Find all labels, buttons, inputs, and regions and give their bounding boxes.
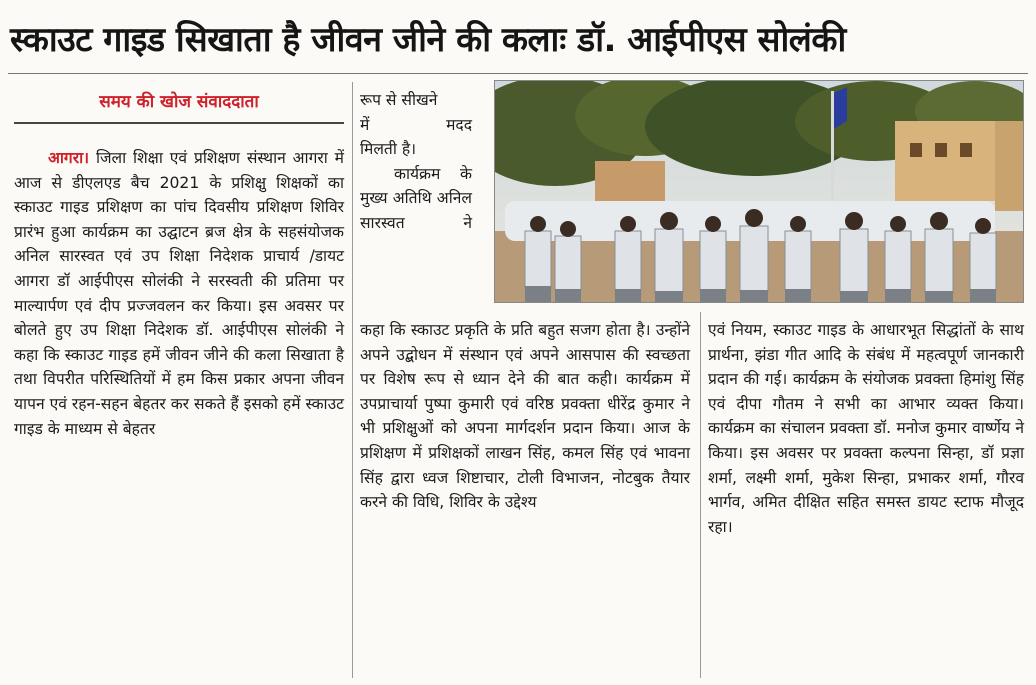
column-1-text: जिला शिक्षा एवं प्रशिक्षण संस्थान आगरा में आज से डीएलएड बैच 2021 के प्रशिक्षु शिक्षकों का स्काउट गाइड प्रशिक्षण का पांच दिवसीय प्रशिक्षण शिविर प्रारंभ हुआ कार्यक्रम का उद्घाटन ब्रज क्षेत्र के सहसंयोजक अनिल सारस्वत एवं उप शिक्षा निदेशक प्राचार्य /डायट आगरा डॉ आईपीएस सोलंकी ने सरस्वती की प्रतिमा पर माल्यार्पण एवं दीप प्रज्जवलन कर किया। इस अवसर पर बोलते हुए उप शिक्षा निदेशक डॉ. आईपीएस सोलंकी ने कहा कि स्काउट गाइड हमें जीवन जीने की कला सिखाता है तथा विपरीत परिस्थितियों में हम किस प्रकार अपना जीवन यापन एवं रहन-सहन बेहतर कर सकते हैं इसको हमें स्काउट गाइड के माध्यम से बेहतर <box>14 149 344 438</box>
column-2-line: में मदद <box>360 115 472 134</box>
column-1 <box>14 146 344 441</box>
column-separator <box>700 312 701 678</box>
scout-assembly-photo <box>495 81 1024 303</box>
headline-rule <box>8 73 1028 74</box>
column-separator <box>352 82 353 678</box>
column-2-line: मिलती है। <box>360 140 417 159</box>
column-3-text: एवं नियम, स्काउट गाइड के आधारभूत सिद्धांतों के साथ प्रार्थना, झंडा गीत आदि के संबंध में महत्वपूर्ण जानकारी प्रदान की गई। कार्यक्रम के संयोजक प्रवक्ता हिमांशु सिंह एवं दीपा गौतम ने सभी का आभार व्यक्त किया। कार्यक्रम का संचालन प्रवक्ता डॉ. मनोज कुमार वार्ष्णेय ने किया। इस अवसर पर प्रवक्ता कल्पना सिन्हा, डॉ प्रज्ञा शर्मा, लक्ष्मी शर्मा, मुकेश सिन्हा, प्रभाकर शर्मा, गौरव भार्गव, अमित दीक्षित सहित समस्त डायट स्टाफ मौजूद रहा। <box>708 321 1024 536</box>
headline: स्काउट गाइड सिखाता है जीवन जीने की कलाः डॉ. आईपीएस सोलंकी <box>10 20 846 60</box>
dateline: आगरा। <box>48 149 90 167</box>
column-2-bottom <box>360 318 690 515</box>
column-1-paragraph <box>14 146 344 441</box>
column-2-bottom-text: कहा कि स्काउट प्रकृति के प्रति बहुत सजग होता है। उन्होंने अपने उद्बोधन में संस्थान एवं अपने आसपास की स्वच्छता पर विशेष रूप से ध्यान देने की बात कही। कार्यक्रम में उपप्राचार्या पुष्पा कुमारी एवं वरिष्ठ प्रवक्ता धीरेंद्र कुमार ने भी प्रशिक्षुओं को अपना मार्गदर्शन प्रदान किया। आज के प्रशिक्षण में प्रशिक्षकों लाखन सिंह, कमल सिंह एवं भावना सिंह द्वारा ध्वज शिष्टाचार, टोली विभाजन, नोटबुक तैयार करने की विधि, शिविर के उद्देश्य <box>360 321 690 512</box>
column-2-top <box>360 88 472 236</box>
column-2-paragraph: कार्यक्रम के मुख्य अतिथि अनिल सारस्वत ने <box>360 164 472 232</box>
news-photo <box>494 80 1024 303</box>
byline-rule <box>14 122 344 124</box>
byline: समय की खोज संवाददाता <box>99 92 259 112</box>
column-3 <box>708 318 1024 539</box>
column-2-line: रूप से सीखने <box>360 91 438 109</box>
